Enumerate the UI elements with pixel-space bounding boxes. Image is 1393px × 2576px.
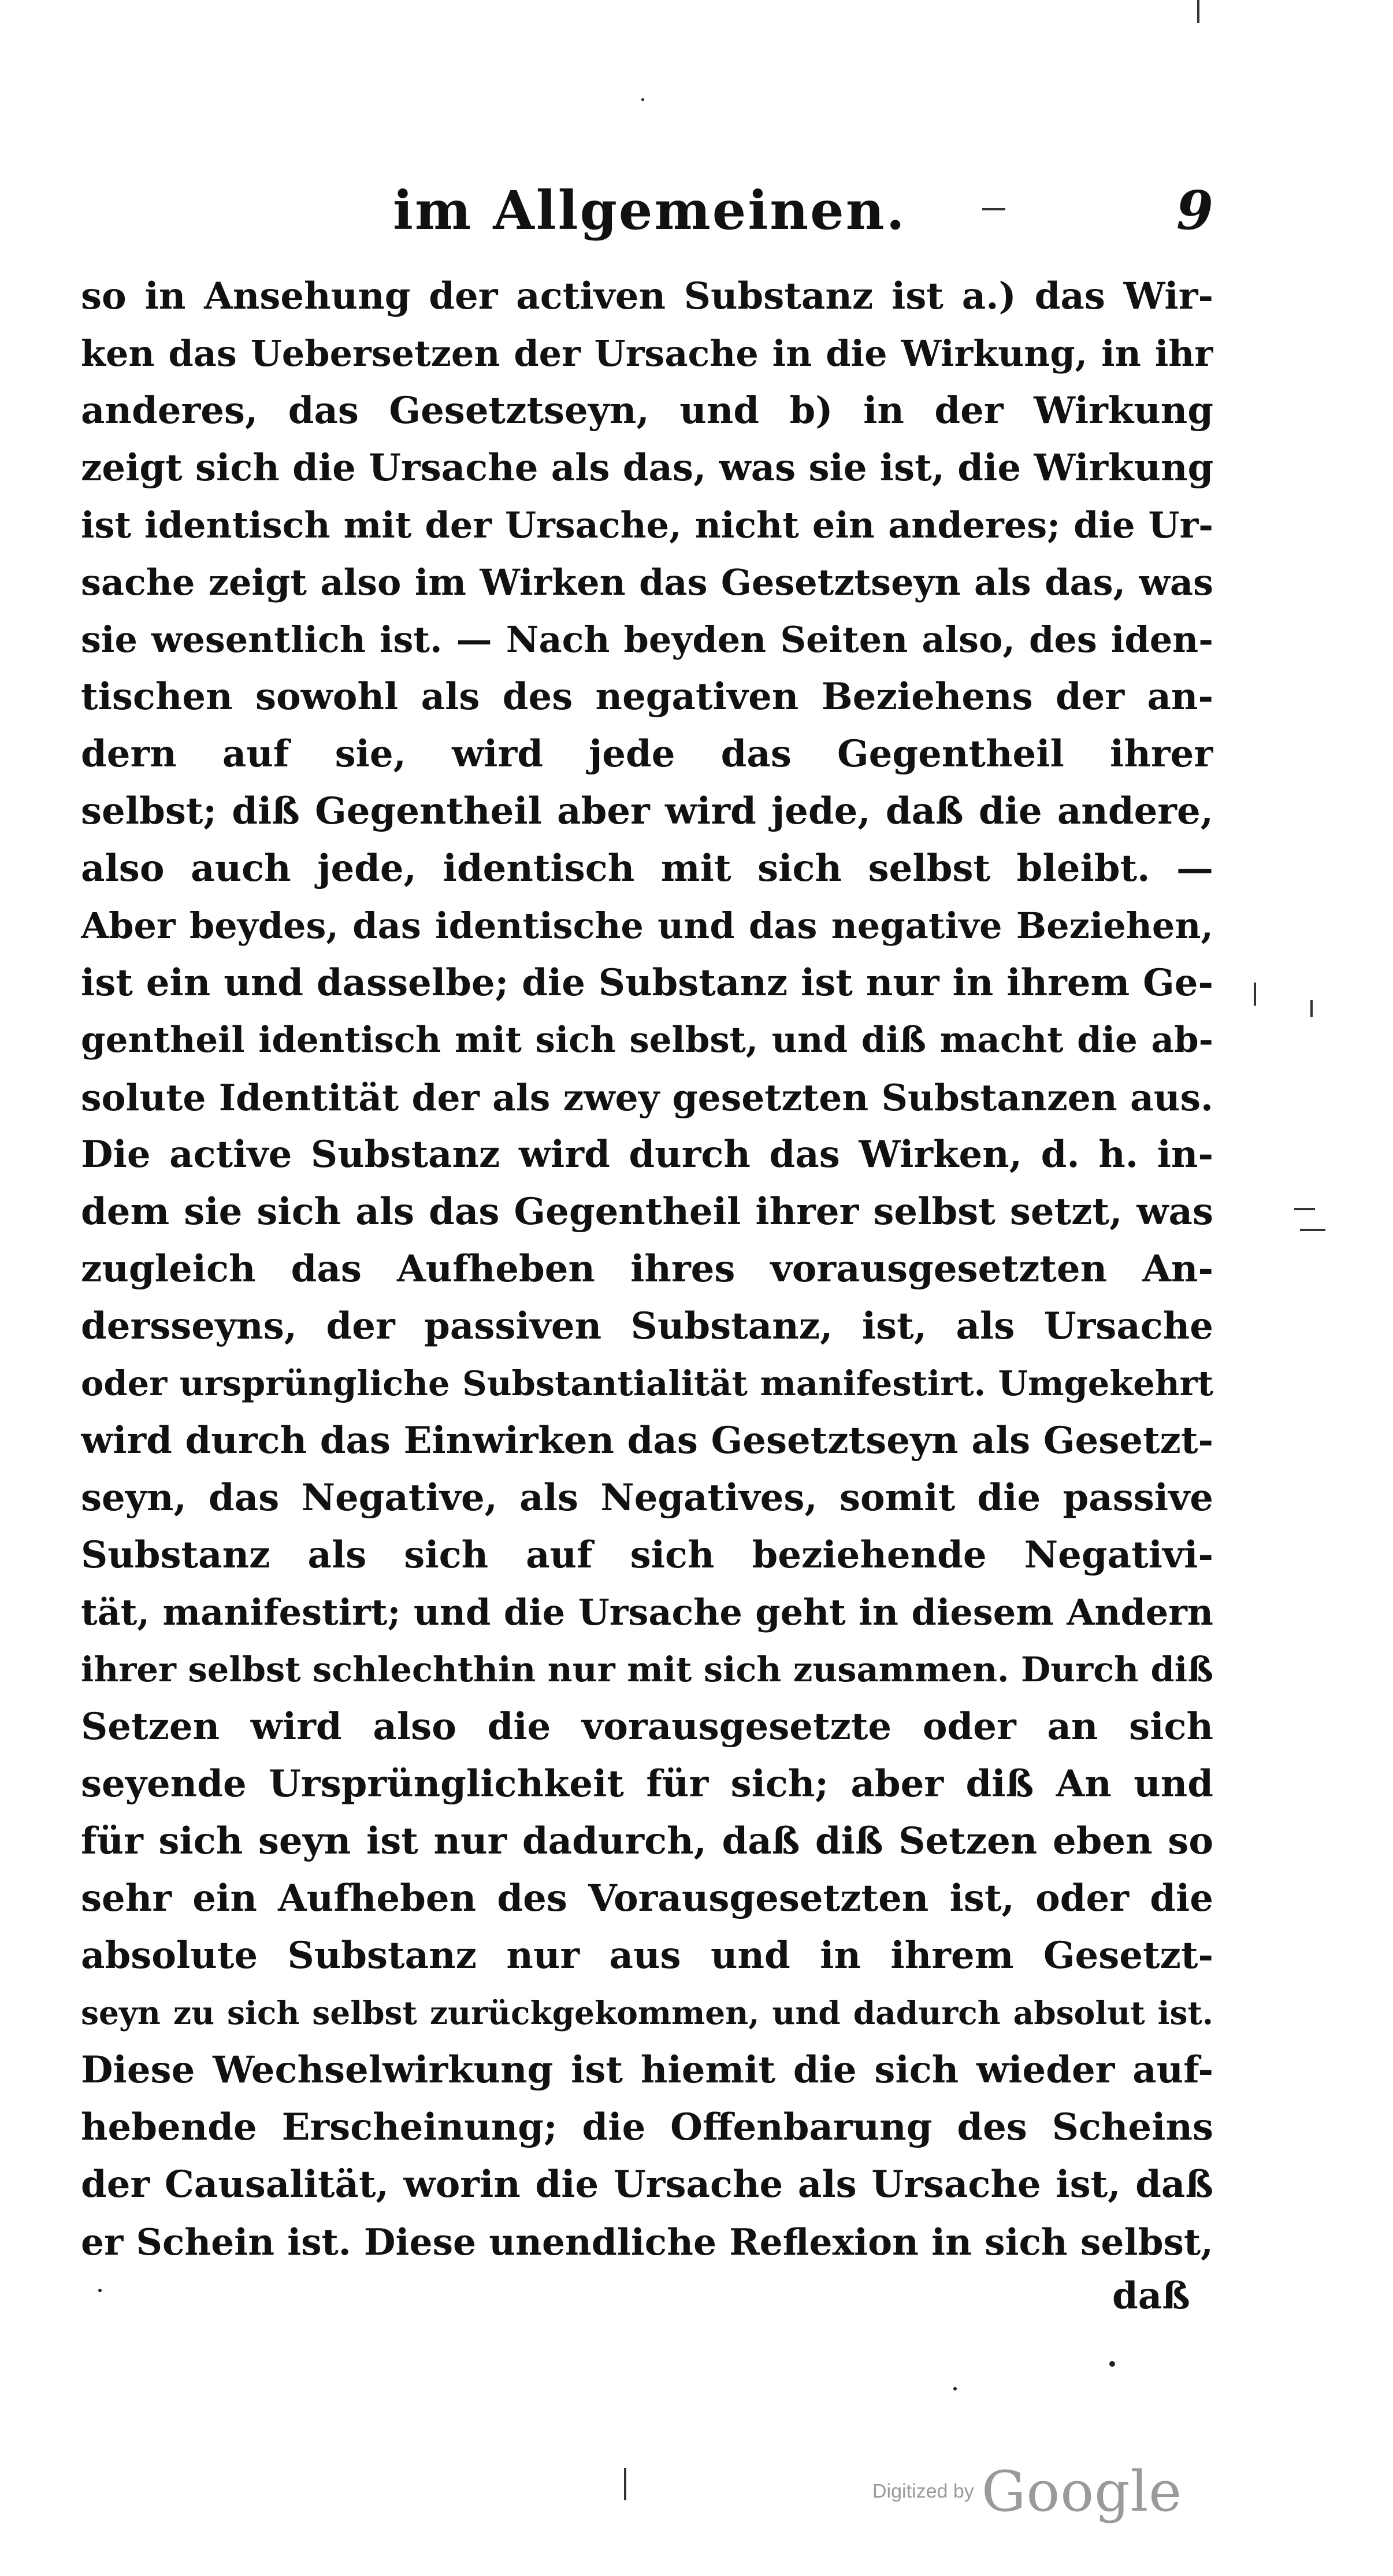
catchword: daß <box>1112 2274 1190 2318</box>
text-line: so in Ansehung der activen Substanz ist a.) das Wir- <box>81 275 1213 318</box>
text-line: tischen sowohl als des negativen Beziehens der an- <box>81 675 1213 718</box>
text-line: oder ursprüngliche Substantialität manifestirt. Umgekehrt <box>81 1363 1213 1403</box>
text-line: hebende Erscheinung; die Offenbarung des Scheins <box>81 2106 1213 2149</box>
text-line: ihrer selbst schlechthin nur mit sich zusammen. Durch diß <box>81 1650 1213 1689</box>
text-line: Aber beydes, das identische und das negative Beziehen, <box>81 905 1213 947</box>
text-line: seyende Ursprünglichkeit für sich; aber diß An und <box>81 1762 1213 1806</box>
text-line: seyn, das Negative, als Negatives, somit die passive <box>81 1476 1213 1519</box>
scan-speck <box>98 2289 102 2292</box>
text-line: zeigt sich die Ursache als das, was sie ist, die Wirkung <box>81 446 1213 490</box>
scan-mark <box>982 208 1005 210</box>
text-line: sache zeigt also im Wirken das Gesetztseyn als das, was <box>81 561 1213 603</box>
scan-mark <box>1310 1000 1313 1017</box>
text-line: Die active Substanz wird durch das Wirken, d. h. in- <box>81 1133 1213 1176</box>
text-line: zugleich das Aufheben ihres vorausgesetzten An- <box>81 1247 1213 1291</box>
text-line: also auch jede, identisch mit sich selbst bleibt. — <box>81 847 1213 890</box>
text-line: er Schein ist. Diese unendliche Reflexion in sich selbst, <box>81 2221 1213 2263</box>
body-text <box>81 269 1213 2274</box>
text-line: dersseyns, der passiven Substanz, ist, als Ursache <box>81 1304 1213 1348</box>
scan-speck <box>1109 2361 1115 2367</box>
text-line: ken das Uebersetzen der Ursache in die Wirkung, in ihr <box>81 332 1213 375</box>
text-line: ist ein und dasselbe; die Substanz ist nur in ihrem Ge- <box>81 961 1213 1005</box>
text-line: ist identisch mit der Ursache, nicht ein anderes; die Ur- <box>81 504 1213 546</box>
google-watermark <box>872 2459 1182 2524</box>
scan-mark <box>1294 1208 1315 1210</box>
text-line: Diese Wechselwirkung ist hiemit die sich wieder auf- <box>81 2048 1213 2092</box>
text-line: solute Identität der als zwey gesetzten Substanzen aus. <box>81 1076 1213 1119</box>
text-line: seyn zu sich selbst zurückgekommen, und dadurch absolut ist. <box>81 1994 1213 2032</box>
scan-speck <box>641 98 644 101</box>
scan-mark <box>624 2468 626 2500</box>
text-line: selbst; diß Gegentheil aber wird jede, daß die andere, <box>81 790 1213 833</box>
watermark-prefix: Digitized by <box>872 2480 974 2503</box>
scan-mark <box>1197 0 1199 23</box>
text-line: sehr ein Aufheben des Vorausgesetzten ist, oder die <box>81 1877 1213 1920</box>
scan-mark <box>1254 983 1256 1006</box>
text-line: der Causalität, worin die Ursache als Ursache ist, daß <box>81 2163 1213 2206</box>
text-line: dem sie sich als das Gegentheil ihrer selbst setzt, was <box>81 1190 1213 1233</box>
text-line: anderes, das Gesetztseyn, und b) in der Wirkung <box>81 389 1213 432</box>
scan-speck <box>953 2387 957 2390</box>
scan-mark <box>1300 1229 1325 1231</box>
text-line: absolute Substanz nur aus und in ihrem Gesetzt- <box>81 1934 1213 1977</box>
text-line: sie wesentlich ist. — Nach beyden Seiten also, des iden- <box>81 618 1213 661</box>
google-logo: Google <box>981 2459 1183 2524</box>
text-line: Substanz als sich auf sich beziehende Negativi- <box>81 1533 1213 1577</box>
running-head: im Allgemeinen. <box>393 179 907 242</box>
page-number: 9 <box>1176 179 1213 242</box>
text-line: gentheil identisch mit sich selbst, und diß macht die ab- <box>81 1020 1213 1061</box>
text-line: wird durch das Einwirken das Gesetztseyn als Gesetzt- <box>81 1419 1213 1462</box>
page-header <box>393 179 1213 266</box>
text-line: für sich seyn ist nur dadurch, daß diß Setzen eben so <box>81 1819 1213 1863</box>
text-line: tät, manifestirt; und die Ursache geht in diesem Andern <box>81 1591 1213 1633</box>
text-line: dern auf sie, wird jede das Gegentheil ihrer <box>81 732 1213 776</box>
text-line: Setzen wird also die vorausgesetzte oder an sich <box>81 1705 1213 1748</box>
